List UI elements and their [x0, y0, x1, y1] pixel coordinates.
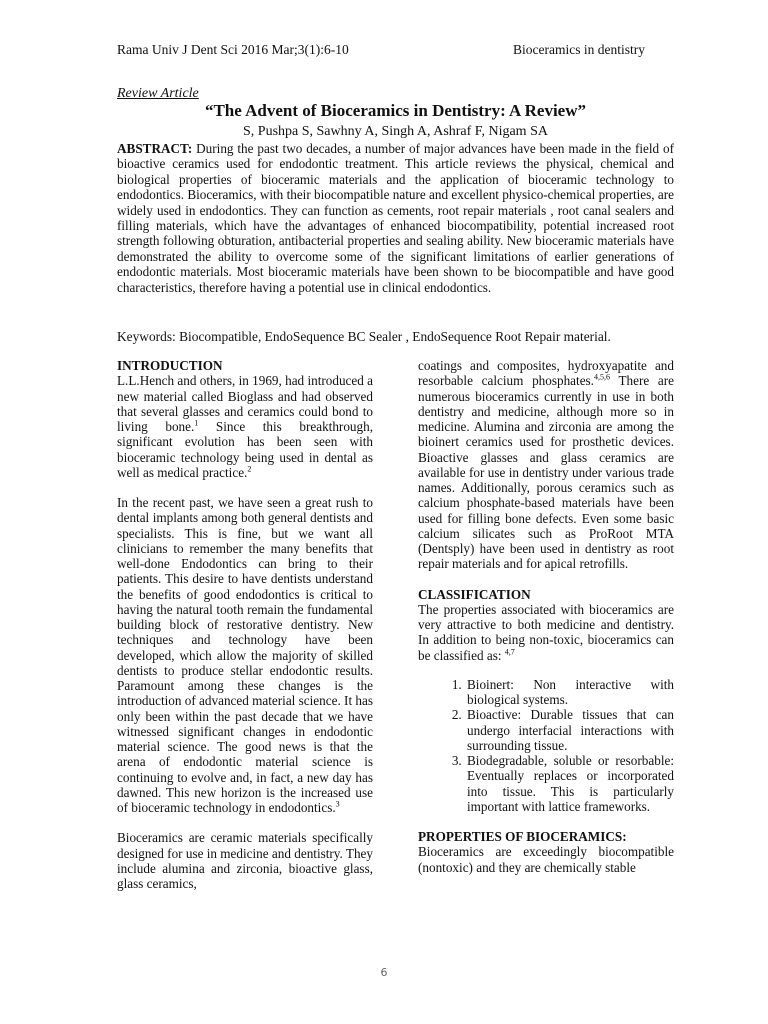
page-number: 6 — [380, 966, 388, 979]
paragraph-text-a: coatings and composites, hydroxyapatite and resorbable calcium phosphates. — [418, 358, 674, 389]
article-title: “The Advent of Bioceramics in Dentistry: A Review” — [204, 101, 587, 120]
left-column — [117, 358, 373, 906]
right-column — [418, 358, 674, 890]
keywords: Keywords: Biocompatible, EndoSequence BC Sealer , EndoSequence Root Repair material. — [117, 329, 611, 344]
properties-text: Bioceramics are exceedingly biocompatible (nontoxic) and they are chemically stable — [418, 844, 674, 875]
abstract-text: During the past two decades, a number of major advances have been made in the field of bioactive ceramics used for endodontic treatment. This article reviews the physical, chemical and biological properties of bioceramic materials and the application of bioceramic technology to endodontics. Bioceramics, with their biocompatible nature and excellent physico-chemical properties, are widely used in endodontics. They can function as cements, root repair materials , root canal sealers and filling materials, which have the advantages of enhanced biocompatibility, potential increased root strength following obturation, antibacterial properties and sealing ability. New bioceramic materials have demonstrated the ability to overcome some of the significant limitations of earlier generations of endodontic materials. Most bioceramic materials have been shown to be biocompatible and have good characteristics, therefore having a potential use in clinical endodontics. — [117, 141, 675, 295]
properties-paragraph — [418, 829, 674, 875]
introduction-paragraph-3 — [117, 830, 373, 891]
citation-ref: 2 — [247, 464, 252, 474]
classification-list — [418, 677, 674, 814]
properties-heading: PROPERTIES OF BIOCERAMICS: — [418, 829, 627, 844]
author-list: S, Pushpa S, Sawhny A, Singh A, Ashraf F, Nigam SA — [243, 124, 548, 139]
abstract-label: ABSTRACT: — [117, 141, 193, 156]
list-item: 2. Bioactive: Durable tissues that can undergo interfacial interactions with surrounding tissue. — [465, 707, 674, 753]
paragraph-text: Bioceramics are ceramic materials specifically designed for use in medicine and dentistry. They include alumina and zirconia, bioactive glass, glass ceramics, — [117, 830, 373, 891]
introduction-paragraph-2 — [117, 495, 373, 815]
citation-ref: 4,7 — [504, 647, 515, 657]
abstract — [117, 141, 674, 295]
citation-ref: 1 — [194, 418, 199, 428]
bioceramics-paragraph — [418, 358, 674, 572]
citation-ref: 3 — [335, 799, 340, 809]
introduction-heading: INTRODUCTION — [117, 358, 223, 373]
paragraph-text: In the recent past, we have seen a great rush to dental implants among both general dentists and specialists. This is fine, but we want all clinicians to remember the many benefits that well-done Endodontics can bring to their patients. This desire to have dentists understand the benefits of good endodontics is critical to having the natural tooth remain the fundamental building block of restorative dentistry. New techniques and technology have been developed, which allow the majority of skilled dentists to produce stellar endodontic results. Paramount among these changes is the introduction of advanced material science. It has only been within the past decade that we have witnessed significant changes in endodontic material science. The good news is that the arena of endodontic material science is continuing to evolve and, in fact, a new day has dawned. This new horizon is the increased use of bioceramic technology in endodontics. — [117, 495, 373, 815]
citation-ref: 4,5,6 — [593, 372, 610, 382]
classification-paragraph — [418, 587, 674, 663]
intro-text-b: Since this breakthrough, significant evolution has been seen with bioceramic technology being used in dental as well as medical practice. — [117, 419, 373, 480]
intro-text-a: L.L.Hench and others, in 1969, had introduced a new material called Bioglass and had observed that several glasses and ceramics could bond to living bone. — [117, 373, 373, 434]
paragraph-text-b: There are numerous bioceramics currently in use in both dentistry and medicine, although more so in medicine. Alumina and zirconia are among the bioinert ceramics used for prosthetic devices. Bioactive glasses and glass ceramics are available for use in dentistry under various trade names. Additionally, porous ceramics such as calcium phosphate-based materials have been used for filling bone defects. Even some basic calcium silicates such as ProRoot MTA (Dentsply) have been used in dentistry as root repair materials and for apical retrofills. — [418, 373, 675, 572]
list-item: 3. Biodegradable, soluble or resorbable: Eventually replaces or incorporated into tissue. This is particularly important with lattice frameworks. — [465, 753, 674, 814]
list-item: 1. Bioinert: Non interactive with biological systems. — [465, 677, 674, 708]
introduction-paragraph-1 — [117, 358, 373, 480]
running-title: Bioceramics in dentistry — [513, 42, 645, 57]
classification-heading: CLASSIFICATION — [418, 586, 531, 602]
article-type: Review Article — [117, 86, 199, 101]
classification-text: The properties associated with bioceramics are very attractive to both medicine and dentistry. In addition to being non-toxic, bioceramics can be classified as: — [418, 601, 674, 663]
journal-citation: Rama Univ J Dent Sci 2016 Mar;3(1):6-10 — [117, 42, 349, 57]
